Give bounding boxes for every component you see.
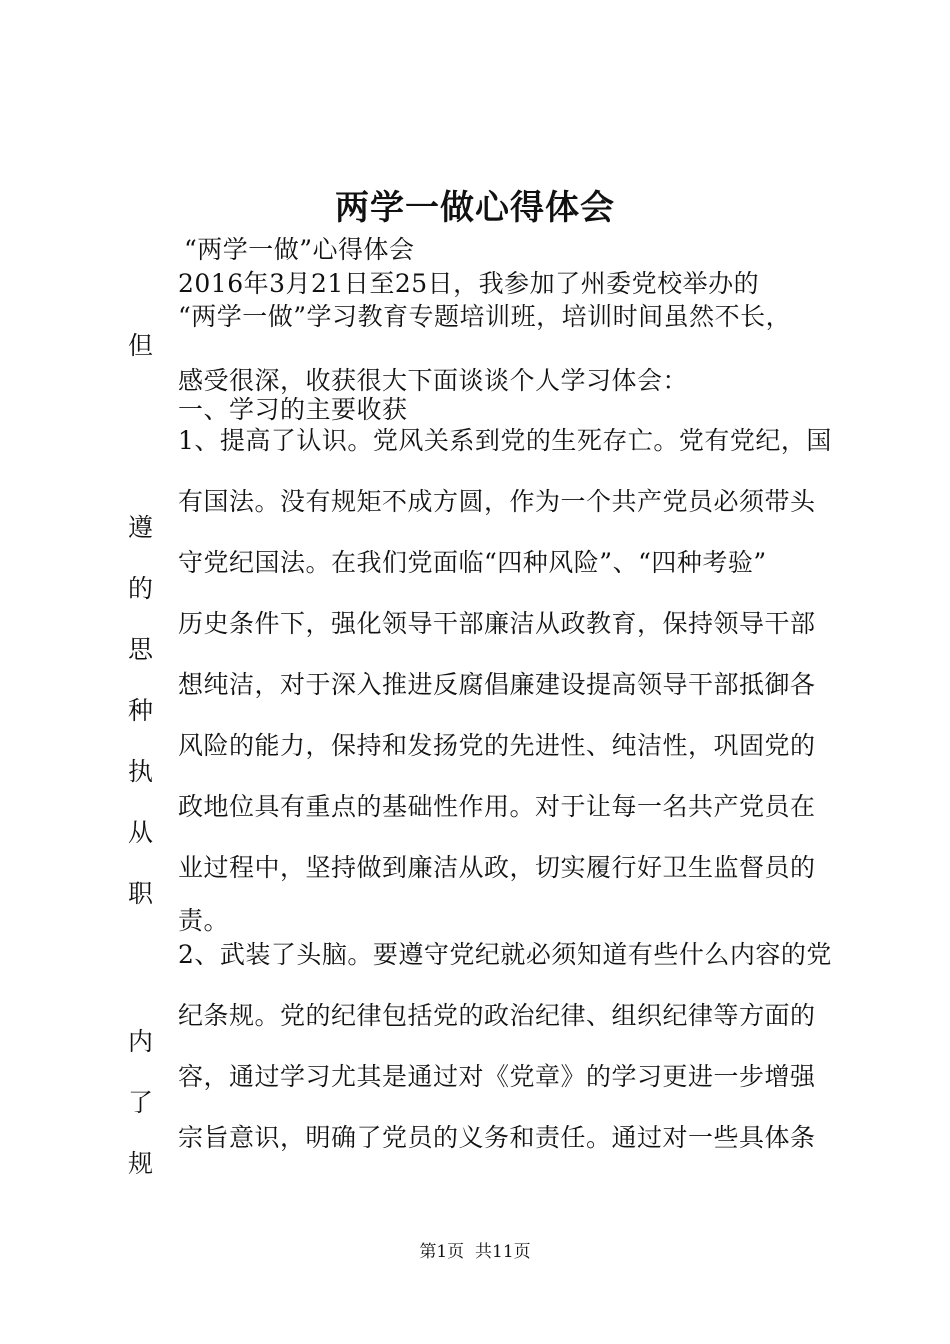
margin-char: 规 xyxy=(128,1149,154,1178)
text-line: 2016年3月21日至25日，我参加了州委党校举办的 xyxy=(178,269,760,298)
page-footer xyxy=(0,1240,950,1264)
text-line: “两学一做”学习教育专题培训班，培训时间虽然不长， xyxy=(178,302,792,331)
text-line: 宗旨意识，明确了党员的义务和责任。通过对一些具体条 xyxy=(178,1123,816,1152)
text-line: 风险的能力，保持和发扬党的先进性、纯洁性，巩固党的 xyxy=(178,731,816,760)
margin-char: 种 xyxy=(128,696,154,725)
text-line: 1、提高了认识。党风关系到党的生死存亡。党有党纪，国 xyxy=(178,426,832,455)
text-line: 守党纪国法。在我们党面临“四种风险”、“四种考验” xyxy=(178,548,767,577)
margin-char: 遵 xyxy=(128,513,154,542)
text-line: “两学一做”心得体会 xyxy=(184,235,415,264)
page-number: 第1页 xyxy=(419,1242,465,1262)
margin-char: 职 xyxy=(128,879,154,908)
text-line: 一、学习的主要收获 xyxy=(178,395,408,424)
margin-char: 但 xyxy=(128,331,154,360)
text-line: 历史条件下，强化领导干部廉洁从政教育，保持领导干部 xyxy=(178,609,816,638)
margin-char: 内 xyxy=(128,1027,154,1056)
text-line: 政地位具有重点的基础性作用。对于让每一名共产党员在 xyxy=(178,792,816,821)
margin-char: 从 xyxy=(128,818,154,847)
margin-char: 了 xyxy=(128,1088,154,1117)
text-line: 纪条规。党的纪律包括党的政治纪律、组织纪律等方面的 xyxy=(178,1001,816,1030)
text-line: 2、武装了头脑。要遵守党纪就必须知道有些什么内容的党 xyxy=(178,940,832,969)
margin-char: 的 xyxy=(128,574,154,603)
document-title: 两学一做心得体会 xyxy=(335,188,615,228)
text-line: 有国法。没有规矩不成方圆，作为一个共产党员必须带头 xyxy=(178,487,816,516)
text-line: 业过程中，坚持做到廉洁从政，切实履行好卫生监督员的 xyxy=(178,853,816,882)
text-line: 感受很深，收获很大下面谈谈个人学习体会： xyxy=(178,366,689,395)
margin-char: 思 xyxy=(128,635,154,664)
text-line: 想纯洁，对于深入推进反腐倡廉建设提高领导干部抵御各 xyxy=(178,670,816,699)
margin-char: 执 xyxy=(128,757,154,786)
text-line: 责。 xyxy=(178,906,230,935)
page-total: 共11页 xyxy=(475,1242,531,1262)
text-line: 容，通过学习尤其是通过对《党章》的学习更进一步增强 xyxy=(178,1062,816,1091)
